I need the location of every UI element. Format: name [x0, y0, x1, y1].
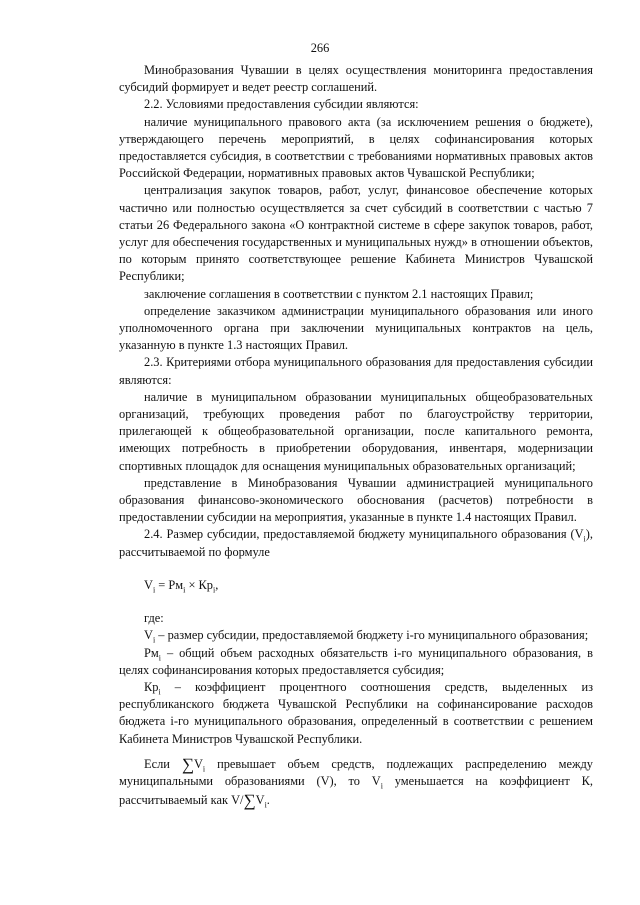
paragraph: 2.2. Условиями предоставления субсидии являются: [144, 97, 419, 112]
sum-symbol: ∑ [243, 791, 256, 811]
paragraph: представление в Минобразования Чувашии администрацией муниципального образования финансово-экономического обоснования (расчетов) потребности в предоставлении субсидии на мероприятия, указанные в пункте 1.4 настоящих Правил. [119, 475, 593, 525]
paragraph: 2.3. Критериями отбора муниципального образования для предоставления субсидии являются: [119, 355, 593, 387]
formula: $V_i = Рм_i \times Кр_i$, [144, 577, 219, 595]
last-paragraph: Если $\sum V_i$ превышает объем средств, подлежащих распределению между муниципальными образованиями (V), то $V_i$ уменьшается на коэффициент К, рассчитываемый как $V/\sum V_i$. [119, 754, 594, 811]
where-label: где: [144, 611, 164, 626]
page-number: 266 [310, 41, 330, 55]
paragraph: наличие в муниципальном образовании муниципальных общеобразовательных организаций, требующих проведения работ по благоустройству территории, прилегающей к общеобразовательной организации, после капитального ремонта, имеющих потребность в приобретении оборудования, инвентаря, модернизации спортивных площадок для оснащения муниципальных образовательных организаций; [119, 389, 593, 473]
definition-item: $Кр_i$ – коэффициент процентного соотношения средств, выделенных из республиканского бюджета Чувашской Республики на софинансирование расходов бюджета i-го муниципального образования, определенный в соответствии с решением Кабинета Министров Чувашской Республики. [119, 679, 593, 746]
sum-symbol: ∑ [181, 754, 194, 774]
paragraph: Минобразования Чувашии в целях осуществления мониторинга предоставления субсидий формирует и ведет реестр соглашений. [119, 63, 593, 95]
paragraph: централизация закупок товаров, работ, услуг, финансовое обеспечение которых частично или полностью осуществляется за счет субсидий в соответствии с частью 7 статьи 26 Федерального закона «О контрактной системе в сфере закупок товаров, работ, услуг для обеспечения государственных и муниципальных нужд» в отношении объектов, по которым принято соответствующее решение Кабинета Министров Чувашской Республики; [119, 183, 593, 284]
definition-item: $V_i$ – размер субсидии, предоставляемой бюджету i-го муниципального образования; [144, 628, 589, 645]
document-body [119, 62, 593, 809]
paragraph: определение заказчиком администрации муниципального образования или иного уполномоченного органа при заключении муниципальных контрактов на цель, указанную в пункте 1.3 настоящих Правил. [119, 303, 593, 353]
paragraph: наличие муниципального правового акта (за исключением решения о бюджете), утверждающего перечень мероприятий, в целях софинансирования которых предоставляется субсидия, в соответствии с требованиями нормативных правовых актов Российской Федерации, нормативных правовых актов Чувашской Республики; [119, 114, 593, 181]
paragraph: заключение соглашения в соответствии с пунктом 2.1 настоящих Правил; [144, 286, 534, 301]
paragraph-2-4: 2.4. Размер субсидии, предоставляемой бюджету муниципального образования $(V_i)$, рассчитываемой по формуле [119, 527, 593, 559]
definition-item: $Рм_i$ – общий объем расходных обязательств i-го муниципального образования, в целях софинансирования которых предоставляется субсидия; [119, 645, 593, 677]
